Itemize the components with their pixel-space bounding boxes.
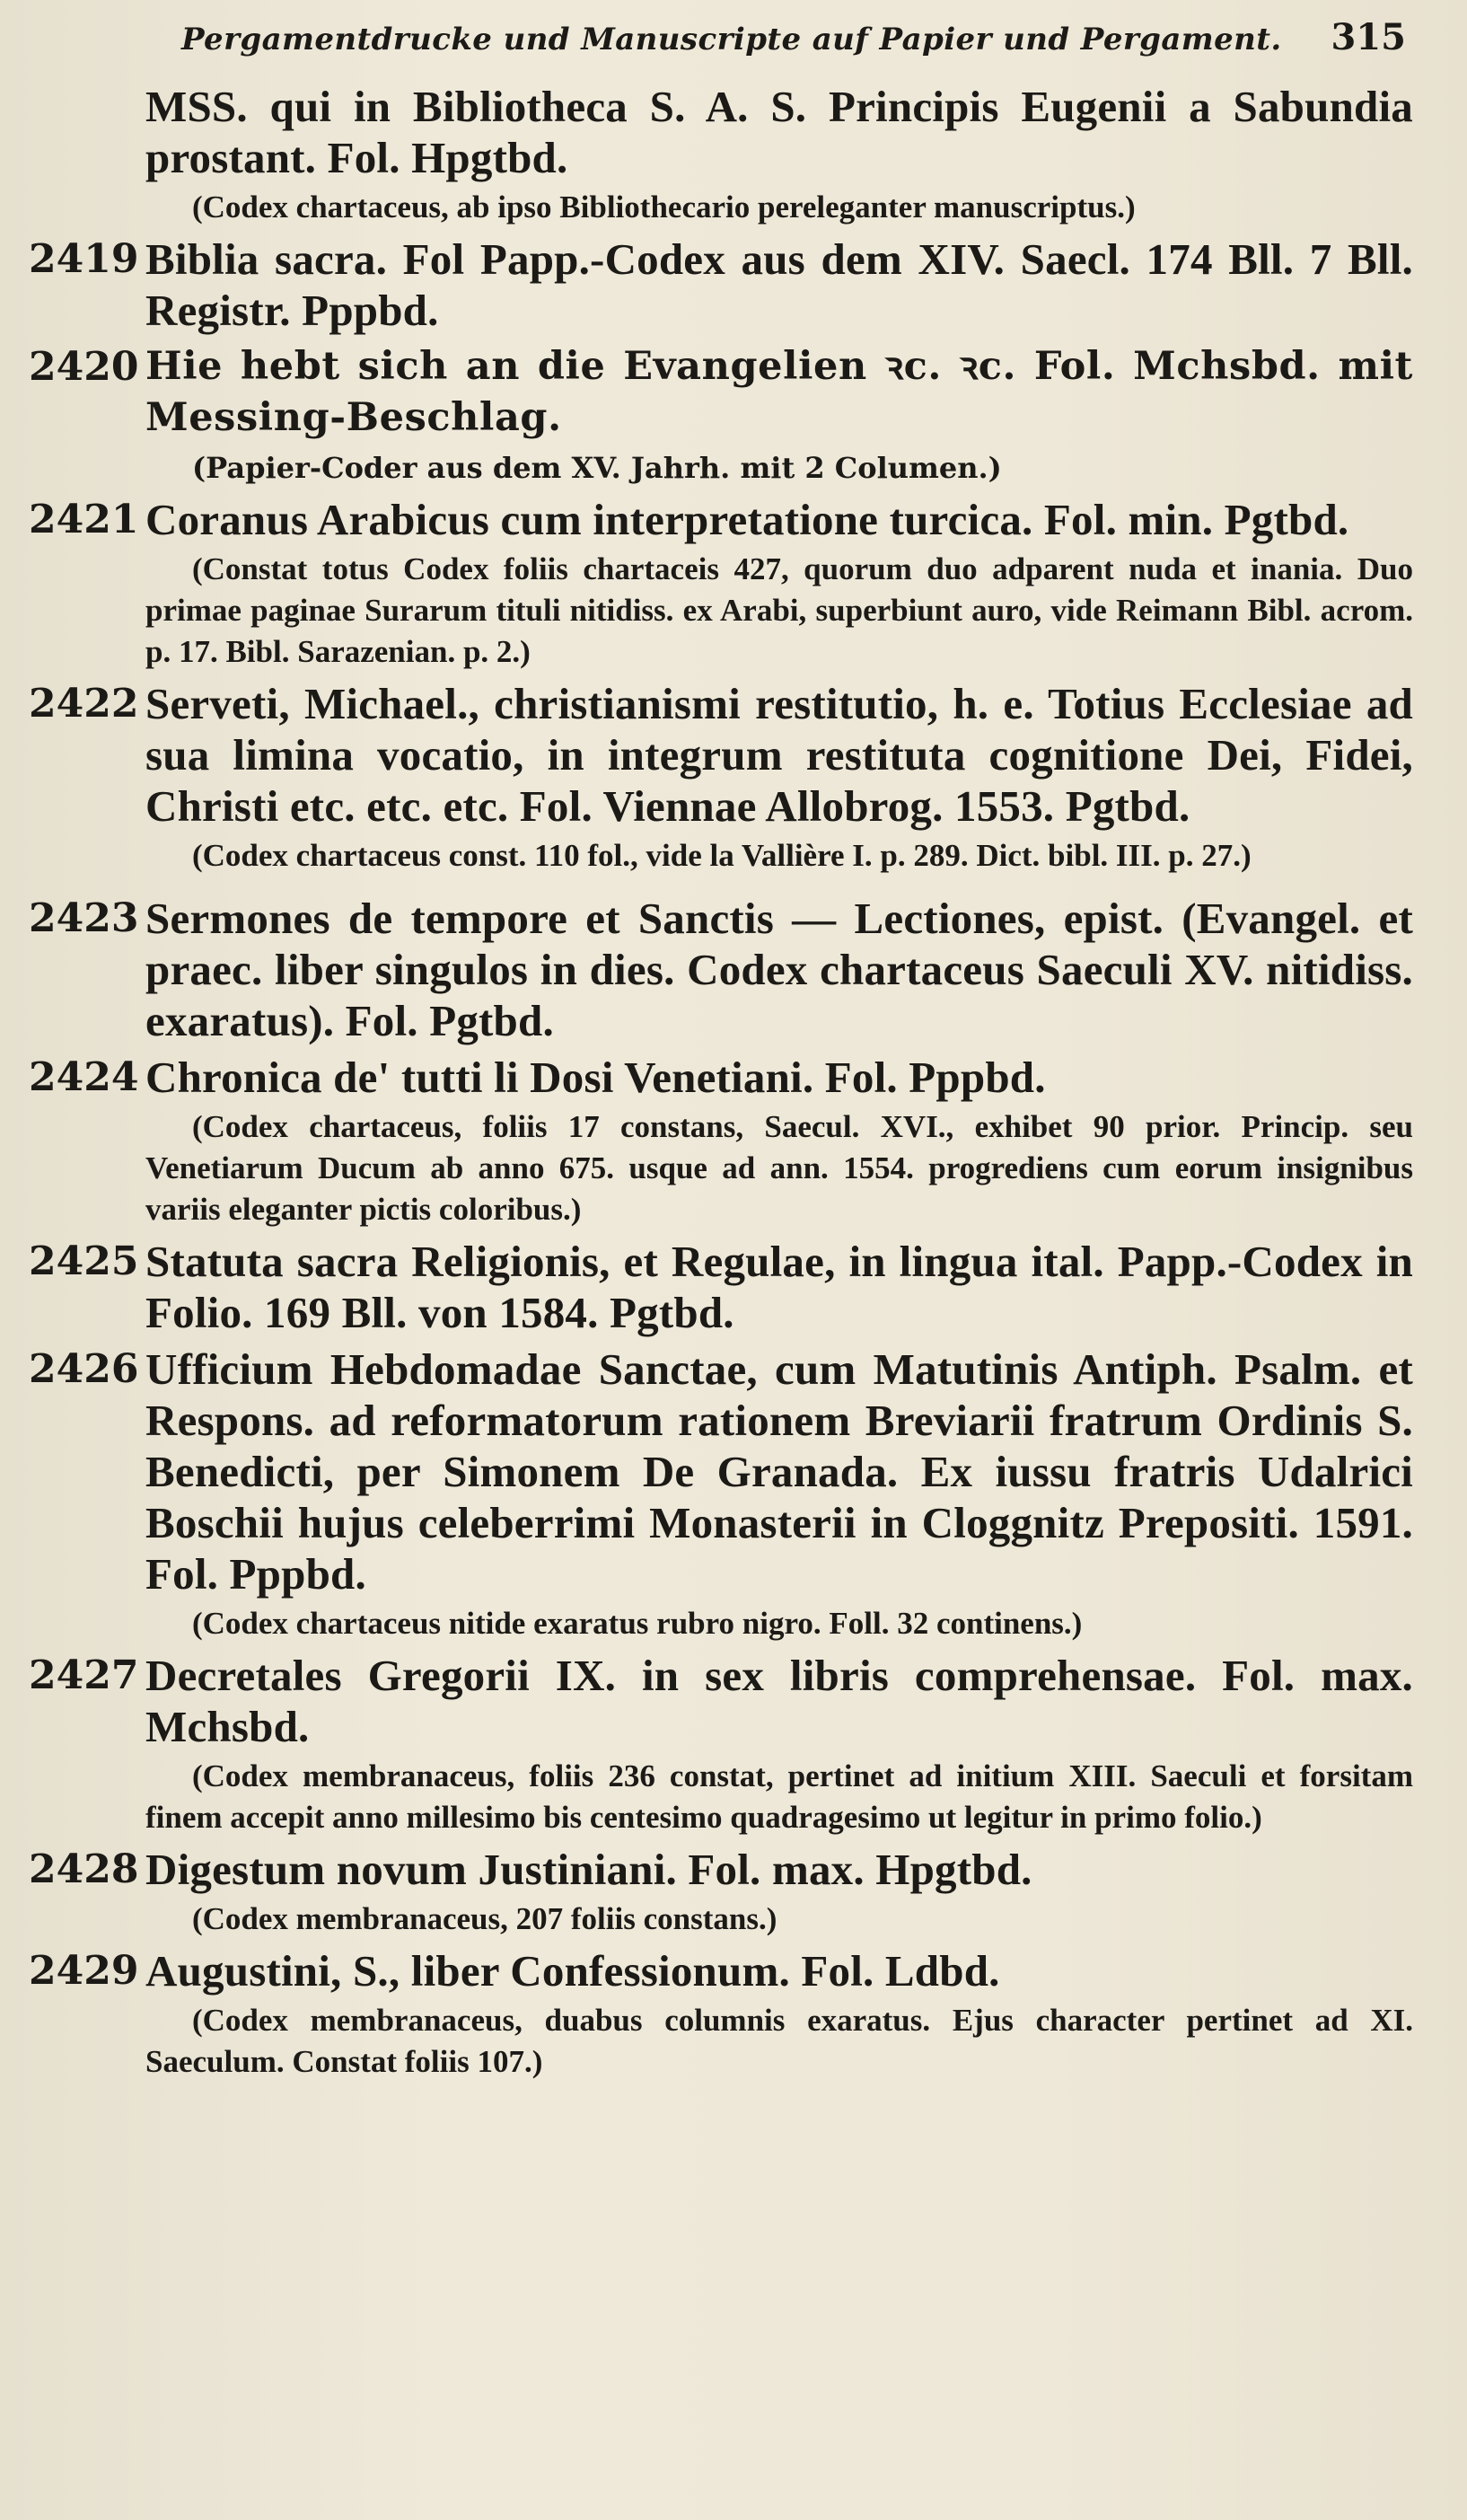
entry-note: (Codex membranaceus, 207 foliis constans.) xyxy=(192,1901,777,1936)
entry-title: Decretales Gregorii IX. in sex libris comprehensae. Fol. max. Mchsbd. xyxy=(145,1651,1413,1751)
entry-number: 2420 xyxy=(29,344,139,390)
entry-number: 2419 xyxy=(29,236,139,282)
entry-number: 2427 xyxy=(29,1652,139,1698)
entry-number: 2422 xyxy=(29,681,139,727)
entry-note: (Codex chartaceus const. 110 fol., vide la Vallière I. p. 289. Dict. bibl. III. p. 27.) xyxy=(192,838,1252,873)
catalog-entry xyxy=(29,81,1413,228)
catalog-entry xyxy=(29,1844,1413,1940)
entry-title: Sermones de tempore et Sanctis — Lectiones, epist. (Evangel. et praec. liber singulos in dies. Codex chartaceus Saeculi XV. nitidiss. exaratus). Fol. Pgtbd. xyxy=(145,894,1413,1045)
entry-note: (Constat totus Codex foliis chartaceis 427, quorum duo adparent nuda et inania. Duo primae paginae Surarum tituli nitidiss. ex Arabi, superbiunt auro, vide Reimann Bibl. acrom. p. 17. Bibl. Sarazenian. p. 2.) xyxy=(145,551,1413,669)
entry-number: 2429 xyxy=(29,1948,139,1994)
catalog-entry xyxy=(29,233,1413,336)
entry-note: (Codex membranaceus, duabus columnis exaratus. Ejus character pertinet ad XI. Saeculum. Constat foliis 107.) xyxy=(145,2003,1413,2079)
catalog-entry xyxy=(29,341,1413,489)
catalog-entry xyxy=(29,494,1413,673)
entry-title: Hie hebt sich an die Evangelien ꝛc. ꝛc. Fol. Mchsbd. mit Messing-Beschlag. xyxy=(145,344,1413,440)
catalog-entry xyxy=(29,1344,1413,1644)
entry-note: (Codex membranaceus, foliis 236 constat, pertinet ad initium XIII. Saeculi et forsitam finem accepit anno millesimo bis centesimo quadragesimo ut legitur in primo folio.) xyxy=(145,1758,1413,1835)
entry-note: (Papier-Coder aus dem XV. Jahrh. mit 2 Columen.) xyxy=(192,451,1002,485)
entry-number: 2425 xyxy=(29,1238,139,1284)
entry-number: 2426 xyxy=(29,1346,139,1392)
entry-title: Ufficium Hebdomadae Sanctae, cum Matutinis Antiph. Psalm. et Respons. ad reformatorum rationem Breviarii fratrum Ordinis S. Benedicti, per Simonem De Granada. Ex iussu fratris Udalrici Boschii hujus celeberrimi Monasterii in Cloggnitz Prepositi. 1591. Fol. Pppbd. xyxy=(145,1344,1413,1599)
entry-note: (Codex chartaceus nitide exaratus rubro nigro. Foll. 32 continens.) xyxy=(192,1606,1083,1641)
entry-title: Biblia sacra. Fol Papp.-Codex aus dem XIV. Saecl. 174 Bll. 7 Bll. Registr. Pppbd. xyxy=(145,234,1413,335)
entry-title: Serveti, Michael., christianismi restitutio, h. e. Totius Ecclesiae ad sua limina vocatio, in integrum restituta cognitione Dei, Fidei, Christi etc. etc. etc. Fol. Viennae Allobrog. 1553. Pgtbd. xyxy=(145,679,1413,831)
entry-title: Digestum novum Justiniani. Fol. max. Hpgtbd. xyxy=(145,1845,1032,1894)
entry-number: 2421 xyxy=(29,497,139,542)
running-head xyxy=(181,16,1413,81)
catalog-entry xyxy=(29,678,1413,877)
entry-note: (Codex chartaceus, foliis 17 constans, Saecul. XVI., exhibet 90 prior. Princip. seu Venetiarum Ducum ab anno 675. usque ad ann. 1554. progrediens cum eorum insignibus variis eleganter pictis coloribus.) xyxy=(145,1109,1413,1227)
catalog-entry xyxy=(29,893,1413,1046)
running-head-title: Pergamentdrucke und Manuscripte auf Papier und Pergament. xyxy=(181,22,1282,57)
catalog-entry xyxy=(29,1052,1413,1230)
catalog-entry xyxy=(29,1236,1413,1338)
entry-number: 2423 xyxy=(29,895,139,941)
entry-title: Coranus Arabicus cum interpretatione turcica. Fol. min. Pgtbd. xyxy=(145,495,1349,544)
entry-number: 2428 xyxy=(29,1846,139,1892)
catalog-entry xyxy=(29,1945,1413,2083)
entry-title: Chronica de' tutti li Dosi Venetiani. Fol. Pppbd. xyxy=(145,1053,1046,1102)
entry-note: (Codex chartaceus, ab ipso Bibliothecario pereleganter manuscriptus.) xyxy=(192,189,1136,225)
catalog-entry xyxy=(29,1650,1413,1838)
page-number: 315 xyxy=(1331,16,1406,58)
entry-number: 2424 xyxy=(29,1054,139,1100)
entry-title: Statuta sacra Religionis, et Regulae, in lingua ital. Papp.-Codex in Folio. 169 Bll. von 1584. Pgtbd. xyxy=(145,1237,1413,1337)
entry-title: Augustini, S., liber Confessionum. Fol. Ldbd. xyxy=(145,1946,1000,1996)
entry-title: MSS. qui in Bibliotheca S. A. S. Principis Eugenii a Sabundia prostant. Fol. Hpgtbd. xyxy=(145,82,1413,182)
